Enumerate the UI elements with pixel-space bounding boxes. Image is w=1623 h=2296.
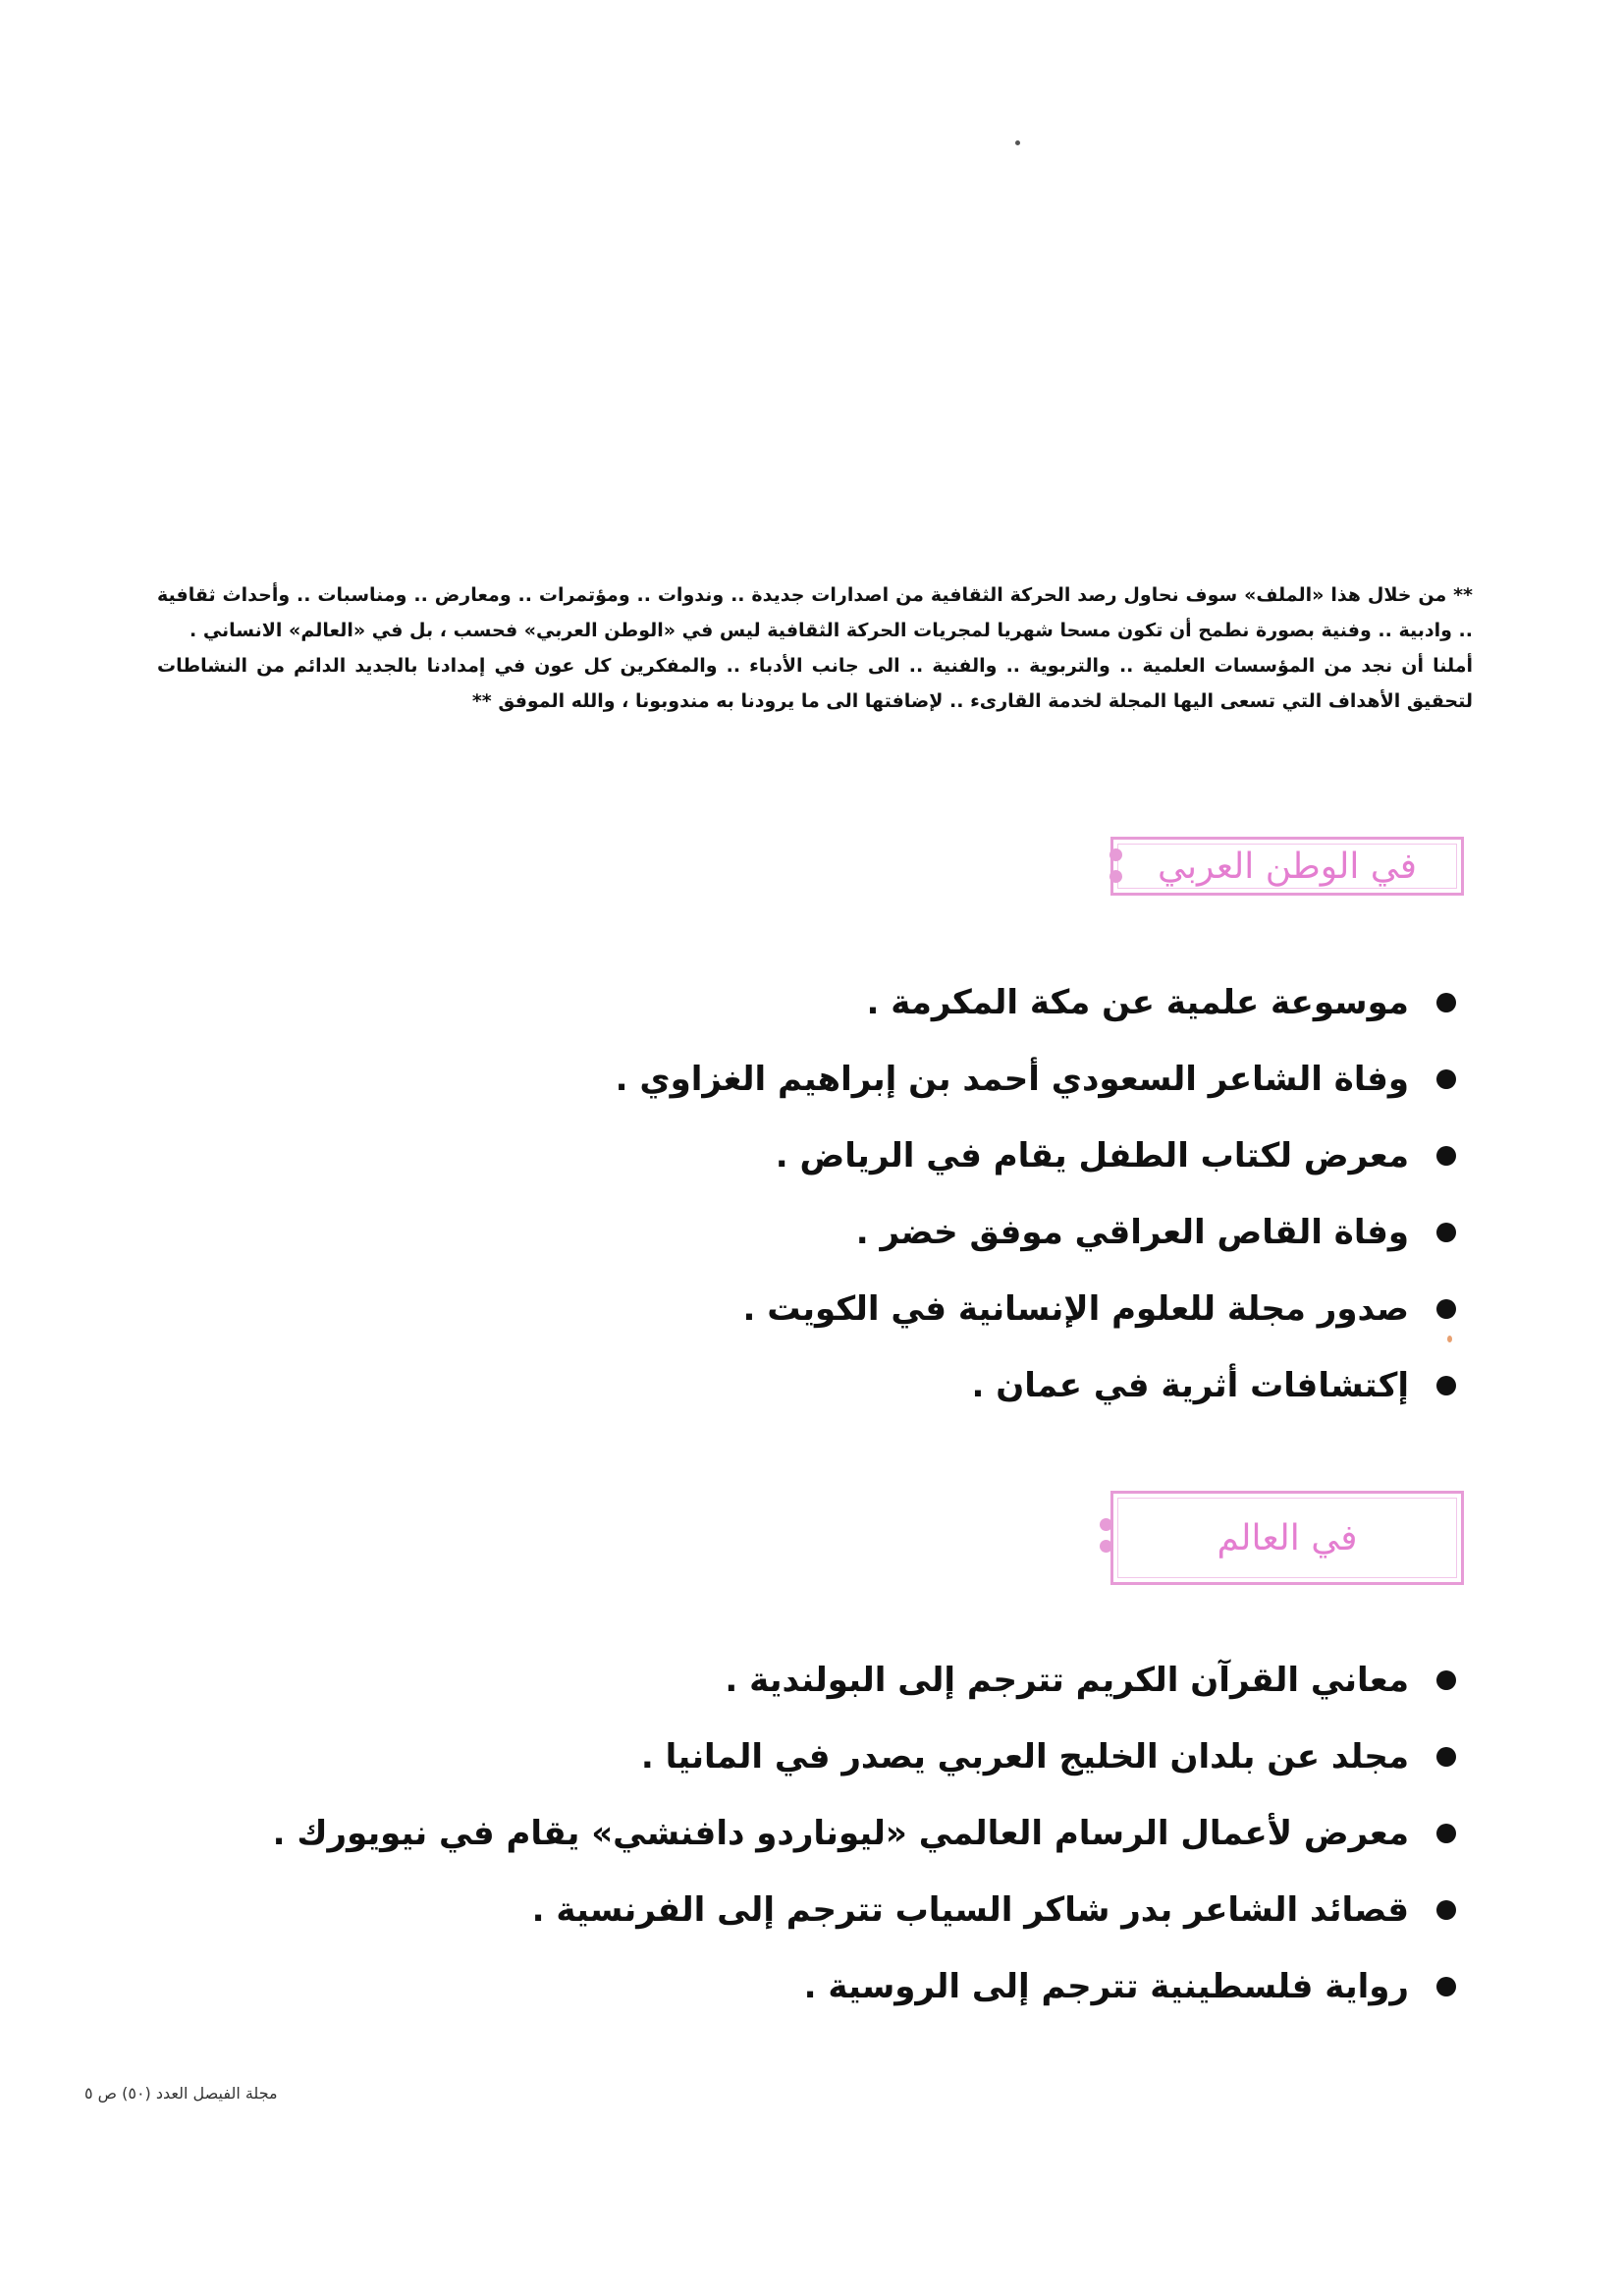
list-item: معاني القرآن الكريم تترجم إلى البولندية . xyxy=(199,1642,1456,1719)
news-list-arab-world xyxy=(199,964,1456,1424)
list-item: وفاة الشاعر السعودي أحمد بن إبراهيم الغزاوي . xyxy=(199,1041,1456,1118)
list-item: موسوعة علمية عن مكة المكرمة . xyxy=(199,964,1456,1041)
bullet-icon xyxy=(1436,1977,1456,1996)
list-item: مجلد عن بلدان الخليج العربي يصدر في المانيا . xyxy=(199,1719,1456,1795)
list-item: قصائد الشاعر بدر شاكر السياب تترجم إلى الفرنسية . xyxy=(199,1872,1456,1948)
bullet-icon xyxy=(1436,993,1456,1012)
bullet-icon xyxy=(1436,1824,1456,1843)
list-item: صدور مجلة للعلوم الإنسانية في الكويت . xyxy=(199,1271,1456,1347)
bullet-icon xyxy=(1436,1223,1456,1242)
list-item: معرض لأعمال الرسام العالمي «ليوناردو دافنشي» يقام في نيويورك . xyxy=(199,1795,1456,1872)
bullet-icon xyxy=(1436,1069,1456,1089)
bullet-icon xyxy=(1436,1670,1456,1690)
intro-paragraph: أملنا أن نجد من المؤسسات العلمية .. والتربوية .. والفنية .. الى جانب الأدباء .. والمفكرين كل عون في إمدادنا بالجديد الدائم من النشاطات لتحقيق الأهداف التي تسعى اليها المجلة لخدمة القارىء .. لإضافتها الى ما يرودنا به مندوبونا ، والله الموفق ** xyxy=(157,655,1473,712)
list-item: وفاة القاص العراقي موفق خضر . xyxy=(199,1194,1456,1271)
bullet-icon xyxy=(1436,1299,1456,1319)
section-title: في الوطن العربي xyxy=(1158,846,1417,887)
section-header-world xyxy=(1110,1491,1464,1585)
bullet-icon xyxy=(1436,1747,1456,1767)
colon-ornament xyxy=(1098,1516,1113,1556)
intro-text xyxy=(157,577,1473,719)
colon-ornament xyxy=(1108,847,1123,886)
page-footer: مجلة الفيصل العدد (٥٠) ص ٥ xyxy=(84,2084,278,2103)
list-item: معرض لكتاب الطفل يقام في الرياض . xyxy=(199,1118,1456,1194)
section-title: في العالم xyxy=(1217,1517,1358,1558)
list-item: إكتشافات أثرية في عمان . xyxy=(199,1347,1456,1424)
bullet-icon xyxy=(1436,1146,1456,1166)
scan-speck xyxy=(1015,140,1020,145)
intro-paragraph: ** من خلال هذا «الملف» سوف نحاول رصد الحركة الثقافية من اصدارات جديدة .. وندوات .. ومؤتمرات .. ومعارض .. ومناسبات .. وأحداث ثقافية .. وادبية .. وفنية بصورة نطمح أن تكون مسحا شهريا لمجريات الحركة الثقافية ليس في «الوطن العربي» فحسب ، بل في «العالم» الانساني . xyxy=(157,584,1473,641)
news-list-world xyxy=(199,1642,1456,2025)
bullet-icon xyxy=(1436,1376,1456,1395)
list-item: رواية فلسطينية تترجم إلى الروسية . xyxy=(199,1948,1456,2025)
section-header-arab-world xyxy=(1110,837,1464,896)
bullet-icon xyxy=(1436,1900,1456,1920)
